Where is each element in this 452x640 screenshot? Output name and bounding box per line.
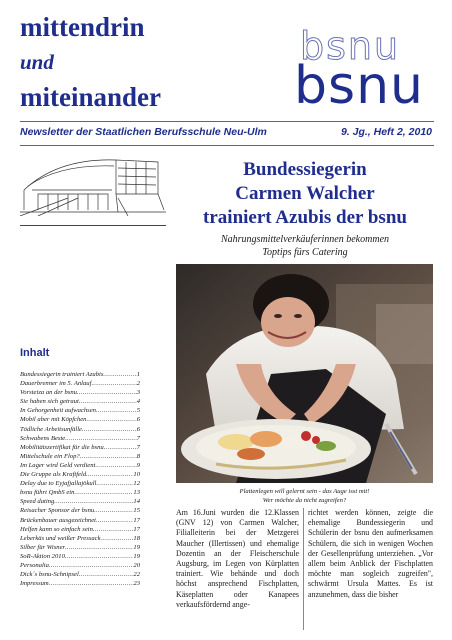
toc-entry — [20, 388, 140, 397]
toc-entry-title: Delay due to Eyjafjallajökull — [20, 480, 97, 488]
toc-entry-title: Dick´s bsnu-Schnipsel — [20, 571, 79, 579]
masthead-title-line1: mittendrin — [20, 12, 145, 42]
toc-entry — [20, 452, 140, 461]
headline-line: trainiert Azubis der bsnu — [203, 207, 407, 228]
toc-entry-page: 14 — [133, 498, 140, 506]
toc-entry — [20, 534, 140, 543]
bsnu-logo-ghost: bsnu — [300, 24, 401, 68]
toc-entry-page: 3 — [136, 389, 140, 397]
toc-entry-page: 5 — [136, 407, 140, 415]
masthead-title-line3: miteinander — [20, 82, 161, 112]
toc-leader-dots — [86, 415, 136, 424]
toc-leader-dots — [101, 534, 134, 543]
toc-entry-title: Mittelschule ein Flop? — [20, 452, 80, 460]
toc-entry-page: 17 — [133, 525, 140, 533]
article-headline — [180, 158, 430, 230]
caption-line: Wer möchte da nicht zugreifen? — [262, 497, 347, 504]
toc-entry-page: 2 — [136, 380, 140, 388]
toc-entry-page: 1 — [136, 371, 140, 378]
toc-entry-title: SoR-Aktion 2010 — [20, 552, 65, 560]
toc-entry-page: 6 — [136, 416, 140, 424]
toc-leader-dots — [77, 388, 137, 397]
toc-entry-page: 23 — [133, 580, 140, 588]
toc-entry-title: Mobilitätszertifikat für die bsnu — [20, 443, 104, 451]
toc-entry-title: Silber für Wisner — [20, 543, 66, 551]
toc-entry-page: 17 — [133, 516, 140, 524]
toc-entry — [20, 370, 140, 379]
toc-entry-title: Brückenbauer ausgezeichnet — [20, 516, 96, 524]
toc-leader-dots — [82, 425, 137, 434]
masthead-title-line2: und — [20, 50, 54, 74]
toc-entry-title: Reisacher Sponsor der bsnu — [20, 507, 95, 515]
toc-leader-dots — [80, 452, 137, 461]
toc-leader-dots — [65, 434, 136, 443]
toc-entry — [20, 543, 140, 552]
toc-entry-title: Impressum — [20, 580, 49, 588]
subline-line: Nahrungsmittelverkäuferinnen bekommen — [220, 234, 390, 245]
article-photo — [176, 264, 433, 483]
toc-entry-page: 4 — [136, 398, 140, 406]
toc-leader-dots — [65, 552, 134, 561]
toc-entry-title: Mobil aber mit Köpfchen — [20, 416, 87, 424]
toc-entry — [20, 552, 140, 561]
toc-leader-dots — [95, 461, 136, 470]
toc-entry — [20, 434, 140, 443]
toc-entry-page: 7 — [136, 443, 140, 451]
masthead-rule-top — [20, 121, 434, 122]
toc-entry — [20, 570, 140, 579]
sketch-rule — [20, 225, 166, 226]
toc-entry-page: 8 — [136, 452, 140, 460]
toc-entry-page: 9 — [136, 461, 140, 469]
toc-leader-dots — [65, 543, 133, 552]
toc-entry — [20, 470, 140, 479]
toc-leader-dots — [74, 488, 133, 497]
toc-leader-dots — [104, 443, 137, 452]
toc-entry-page: 10 — [133, 471, 140, 479]
toc-entry — [20, 425, 140, 434]
column-divider — [303, 508, 304, 630]
toc-entry-title: Sie haben sich getraut — [20, 398, 79, 406]
toc-entry-page: 6 — [136, 425, 140, 433]
toc-entry-page: 12 — [133, 480, 140, 488]
toc-entry-page: 13 — [133, 489, 140, 497]
toc-leader-dots — [91, 379, 136, 388]
toc-entry-page: 19 — [133, 552, 140, 560]
article-column-1: Am 16.Juni wurden die 12.Klassen (GNV 12) von Carmen Walcher, Filialleiterin bei der Metzgerei Maucher (Illertissen) und ehemalige Dozentin an der Fleischerschule Augsburg, im Legen von Kürplatten trainiert. Wie behände und doch höchst ansprechend Fischplatten, Käseplatten oder Kanapees verkaufsfördernd ange- — [176, 508, 299, 609]
toc-leader-dots — [49, 579, 134, 588]
newsletter-subtitle: Newsletter der Staatlichen Berufsschule Neu-Ulm — [20, 126, 267, 138]
toc-entry-title: Personalia — [20, 561, 49, 569]
toc-leader-dots — [96, 516, 133, 525]
toc-entry-page: 19 — [133, 543, 140, 551]
toc-leader-dots — [94, 506, 133, 515]
toc-entry — [20, 461, 140, 470]
toc-entry — [20, 525, 140, 534]
toc-entry-title: Im Lager wird Geld verdient — [20, 461, 96, 469]
toc-entry — [20, 397, 140, 406]
toc-entry-title: Bundessiegerin trainiert Azubis — [20, 371, 104, 378]
photo-caption — [176, 487, 433, 505]
issue-info: 9. Jg., Heft 2, 2010 — [340, 126, 432, 138]
toc-leader-dots — [54, 497, 133, 506]
toc-leader-dots — [96, 479, 133, 488]
toc-entry — [20, 579, 140, 588]
toc-entry — [20, 516, 140, 525]
toc-entry — [20, 443, 140, 452]
toc-leader-dots — [93, 525, 134, 534]
toc-leader-dots — [103, 370, 136, 379]
toc-leader-dots — [79, 397, 137, 406]
toc-entry-title: Dauerbrenner im 5. Anlauf — [20, 380, 92, 388]
article-subline — [180, 233, 430, 259]
toc-entry-page: 22 — [133, 571, 140, 579]
toc-entry — [20, 506, 140, 515]
toc-entry-page: 7 — [136, 434, 140, 442]
subline-line: Toptips fürs Catering — [262, 247, 348, 258]
bsnu-logo: bsnu — [294, 56, 425, 116]
headline-line: Carmen Walcher — [235, 183, 375, 204]
masthead-rule-bottom — [20, 145, 434, 146]
toc-entry-title: bsnu führt QmbS ein — [20, 489, 75, 497]
toc-leader-dots — [79, 570, 134, 579]
toc-entry — [20, 415, 140, 424]
toc-entry-title: Helfen kann so einfach sein — [20, 525, 93, 533]
toc-entry-page: 15 — [133, 507, 140, 515]
toc-leader-dots — [96, 406, 137, 415]
toc-entry — [20, 406, 140, 415]
school-building-sketch-icon — [18, 150, 168, 216]
table-of-contents — [20, 370, 140, 588]
toc-entry — [20, 488, 140, 497]
toc-entry-page: 20 — [133, 561, 140, 569]
toc-entry-title: Tödliche Arbeitsunfälle — [20, 425, 82, 433]
article-column-2: richtet werden können, zeigte die ehemalige Bundessiegerin und Schülerin der bsnu den aufmerksamen Schülern, die sich in wenigen Wochen der Gesellenprüfung unterziehen. „Vor allem beim Anblick der Fischplatten möchte man sogleich zugreifen", schwärmt Ursula Mattes. Es ist anzunehmen, dass die bisher — [308, 508, 433, 599]
toc-entry — [20, 479, 140, 488]
toc-title: Inhalt — [20, 347, 50, 359]
toc-entry-title: Die Gruppe als Kraftfeld — [20, 471, 87, 479]
toc-entry-page: 18 — [133, 534, 140, 542]
toc-leader-dots — [86, 470, 133, 479]
toc-entry-title: Schwabens Beste — [20, 434, 66, 442]
headline-line: Bundessiegerin — [243, 159, 367, 180]
toc-entry-title: Leberkäs und weißer Pressack — [20, 534, 101, 542]
caption-line: Plattenlegen will gelernt sein - das Auge isst mit! — [239, 488, 370, 495]
toc-entry-title: Speed dating — [20, 498, 55, 506]
toc-entry — [20, 379, 140, 388]
toc-entry — [20, 561, 140, 570]
toc-entry-title: In Gehorgenheit aufwachsen — [20, 407, 96, 415]
toc-leader-dots — [49, 561, 133, 570]
toc-entry-title: Vorsteiza an der bsnu — [20, 389, 77, 397]
toc-entry — [20, 497, 140, 506]
